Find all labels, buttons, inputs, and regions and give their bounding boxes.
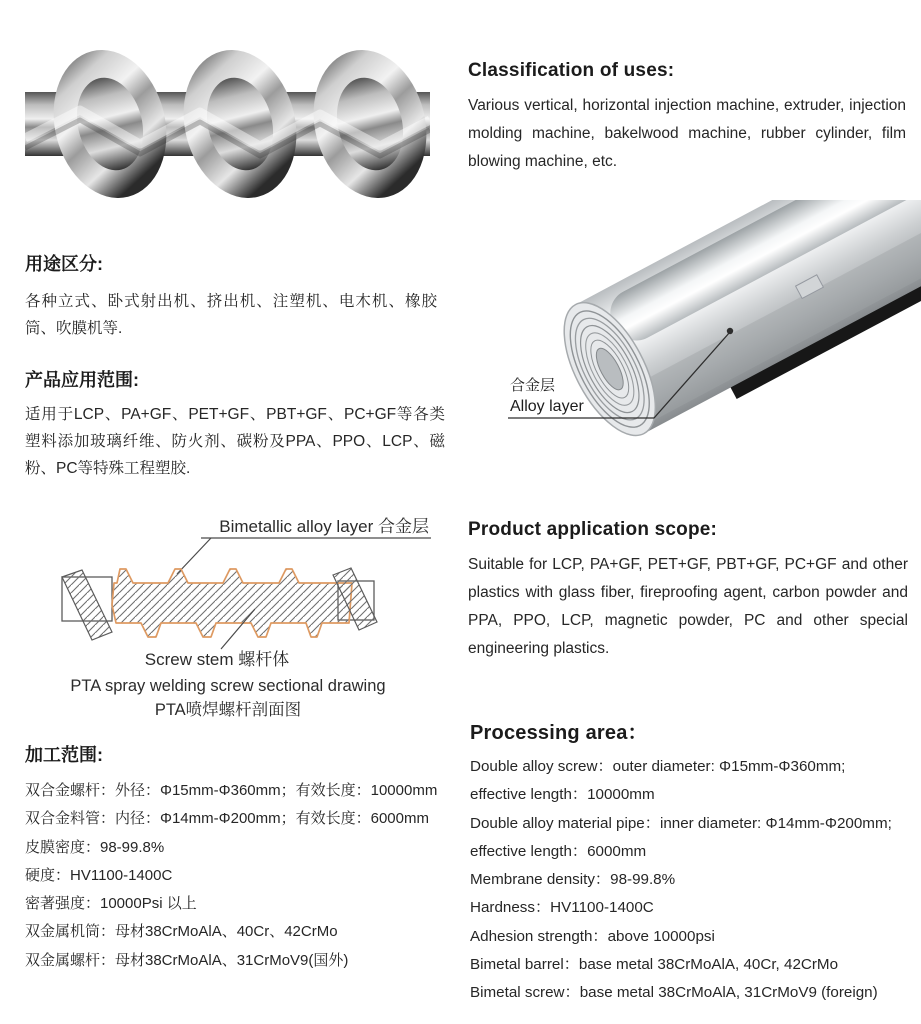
application-en-body: Suitable for LCP, PA+GF, PET+GF, PBT+GF, PC+GF and other plastics with glass fiber, fireproofing agent, carbon powder and PPA, PPO, LCP, magnetic powder, PC and other special engineering plastics.	[468, 556, 908, 657]
alloy-label-leader	[177, 538, 211, 574]
spec-line: 密著强度：10000Psi 以上	[25, 895, 197, 913]
alloy-layer-body	[112, 569, 352, 637]
processing-cn-lines	[25, 777, 460, 975]
barrel-label-cn: 合金层	[510, 377, 556, 394]
application-cn-body: 适用于LCP、PA+GF、PET+GF、PBT+GF、PC+GF等各类塑料添加玻璃纤维、防火剂、碳粉及PPA、PPO、LCP、磁粉、PC等特殊工程塑胶.	[25, 406, 445, 477]
section-classification-of-uses	[468, 60, 906, 176]
section-processing-en	[470, 716, 921, 1008]
spec-line: 双金属机筒：母材38CrMoAlA、40Cr、42CrMo	[25, 923, 338, 941]
barrel-body	[545, 200, 921, 458]
spec-line: Hardness：HV1100-1400C	[470, 899, 654, 917]
section-application-en	[468, 519, 908, 663]
usage-cn-body: 各种立式、卧式射出机、挤出机、注塑机、电木机、橡胶筒、吹膜机等.	[25, 293, 437, 337]
spec-line: Adhesion strength：above 10000psi	[470, 927, 715, 945]
diagram-alloy-label: Bimetallic alloy layer 合金层	[219, 517, 429, 536]
screw-flight	[298, 42, 430, 200]
classification-title: Classification of uses:	[468, 60, 675, 81]
spec-line: Double alloy material pipe：inner diameter: Φ14mm-Φ200mm;	[470, 814, 892, 832]
classification-body: Various vertical, horizontal injection machine, extruder, injection molding machine, bakelwood machine, rubber cylinder, film blowing machine, etc.	[468, 97, 906, 170]
spec-line: Bimetal screw：base metal 38CrMoAlA, 31CrMoV9 (foreign)	[470, 984, 878, 1002]
bimetallic-screw-photo	[25, 42, 430, 200]
screw-section-diagram	[15, 505, 450, 720]
diagram-stem-label: Screw stem 螺杆体	[144, 650, 290, 669]
spec-line: 皮膜密度：98-99.8%	[25, 838, 165, 856]
processing-en-title: Processing area：	[470, 722, 648, 744]
section-application-cn	[25, 366, 445, 482]
spec-line: 双合金料管：内径：Φ14mm-Φ200mm；有效长度：6000mm	[25, 810, 429, 828]
spec-line: Double alloy screw：outer diameter: Φ15mm-Φ360mm;	[470, 758, 846, 775]
spec-line: effective length：10000mm	[470, 786, 655, 804]
diagram-caption-en: PTA spray welding screw sectional drawing	[70, 677, 386, 695]
spec-line: Bimetal barrel：base metal 38CrMoAlA, 40Cr, 42CrMo	[470, 956, 839, 974]
spec-line: Membrane density：98-99.8%	[470, 871, 676, 889]
processing-cn-title: 加工范围:	[25, 745, 103, 765]
alloy-barrel-image	[478, 200, 921, 458]
section-usage-cn	[25, 250, 437, 342]
processing-en-lines	[470, 753, 921, 1008]
spec-line: 硬度：HV1100-1400C	[25, 866, 173, 884]
spec-line: 双合金螺杆：外径：Φ15mm-Φ360mm；有效长度：10000mm	[25, 782, 438, 799]
spec-line: effective length：6000mm	[470, 842, 647, 860]
application-en-title: Product application scope:	[468, 519, 718, 540]
diagram-caption-cn: PTA喷焊螺杆剖面图	[154, 701, 302, 719]
flight-section-left	[62, 570, 112, 640]
spec-line: 双金属螺杆：母材38CrMoAlA、31CrMoV9(国外)	[25, 951, 349, 969]
section-processing-cn	[25, 741, 460, 975]
barrel-label-en: Alloy layer	[510, 398, 584, 415]
application-cn-title: 产品应用范围:	[25, 370, 139, 390]
usage-cn-title: 用途区分:	[25, 254, 103, 274]
barrel-leader-dot	[727, 328, 733, 334]
